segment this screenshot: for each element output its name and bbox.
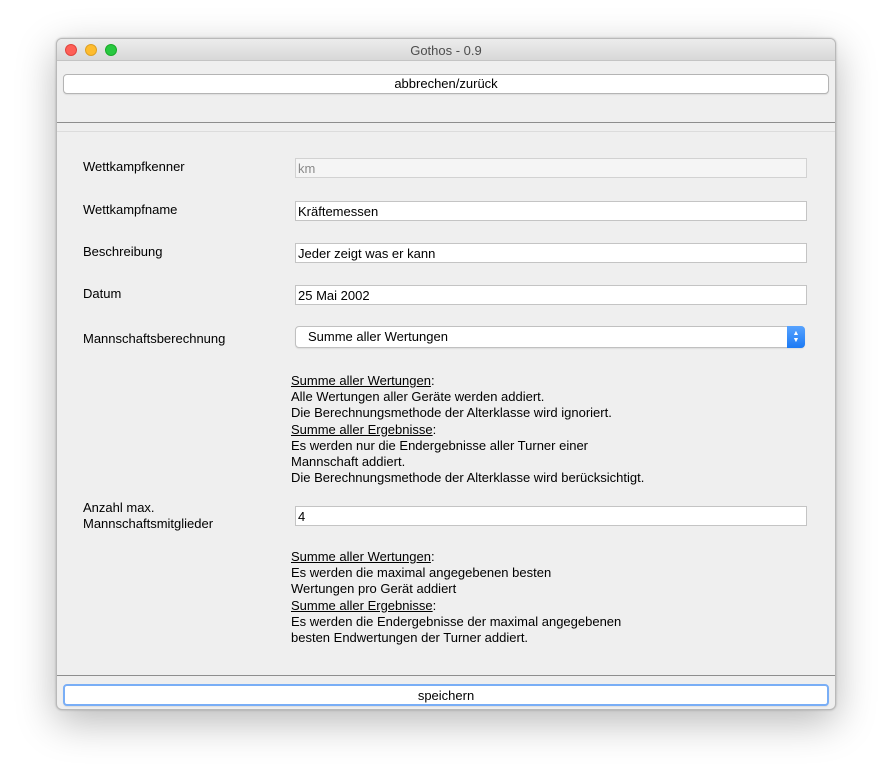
help-line: Mannschaft addiert. <box>291 454 406 470</box>
help-line: Die Berechnungsmethode der Alterklasse wird berücksichtigt. <box>291 470 645 486</box>
berechnung-label: Mannschaftsberechnung <box>83 331 226 346</box>
beschreibung-field[interactable] <box>295 243 807 263</box>
save-button[interactable]: speichern <box>63 684 829 706</box>
help-colon: : <box>430 373 435 388</box>
window-title: Gothos - 0.9 <box>410 43 482 58</box>
anzahl-field[interactable] <box>295 506 807 526</box>
anzahl-label-line2: Mannschaftsmitglieder <box>83 516 214 531</box>
help-line: Es werden die maximal angegebenen besten <box>291 565 552 581</box>
help-heading: Summe aller Ergebnisse <box>291 421 433 437</box>
help-colon: : <box>432 597 437 613</box>
help-colon: : <box>430 549 435 564</box>
berechnung-select-value: Summe aller Wertungen <box>308 329 448 344</box>
help-line: Es werden nur die Endergebnisse aller Turner einer <box>291 437 589 453</box>
competition-form <box>57 123 835 675</box>
berechnung-help-text <box>291 373 644 486</box>
help-line: besten Endwertungen der Turner addiert. <box>291 630 529 646</box>
help-colon: : <box>432 421 437 437</box>
form-bottom-divider <box>57 675 835 676</box>
top-toolbar <box>57 61 835 123</box>
help-heading: Summe aller Wertungen <box>291 549 431 564</box>
title-bar <box>57 39 835 61</box>
anzahl-label <box>83 500 213 532</box>
app-window <box>56 38 836 710</box>
berechnung-select[interactable] <box>295 326 805 348</box>
chevron-updown-icon: ▲ ▼ <box>787 326 805 348</box>
anzahl-label-line1: Anzahl max. <box>83 500 155 515</box>
datum-label: Datum <box>83 286 122 301</box>
kenner-field <box>295 158 807 178</box>
help-line: Es werden die Endergebnisse der maximal angegebenen <box>291 613 622 629</box>
name-label: Wettkampfname <box>83 202 178 217</box>
help-line: Alle Wertungen aller Geräte werden addiert. <box>291 389 545 405</box>
anzahl-help-text <box>291 549 621 646</box>
kenner-label: Wettkampfkenner <box>83 159 185 174</box>
name-field[interactable] <box>295 201 807 221</box>
back-button[interactable]: abbrechen/zurück <box>63 74 829 94</box>
datum-field[interactable] <box>295 285 807 305</box>
help-line: Die Berechnungsmethode der Alterklasse wird ignoriert. <box>291 405 612 421</box>
help-line: Wertungen pro Gerät addiert <box>291 581 457 597</box>
beschreibung-label: Beschreibung <box>83 244 163 259</box>
help-heading: Summe aller Wertungen <box>291 373 431 388</box>
help-heading: Summe aller Ergebnisse <box>291 597 433 613</box>
